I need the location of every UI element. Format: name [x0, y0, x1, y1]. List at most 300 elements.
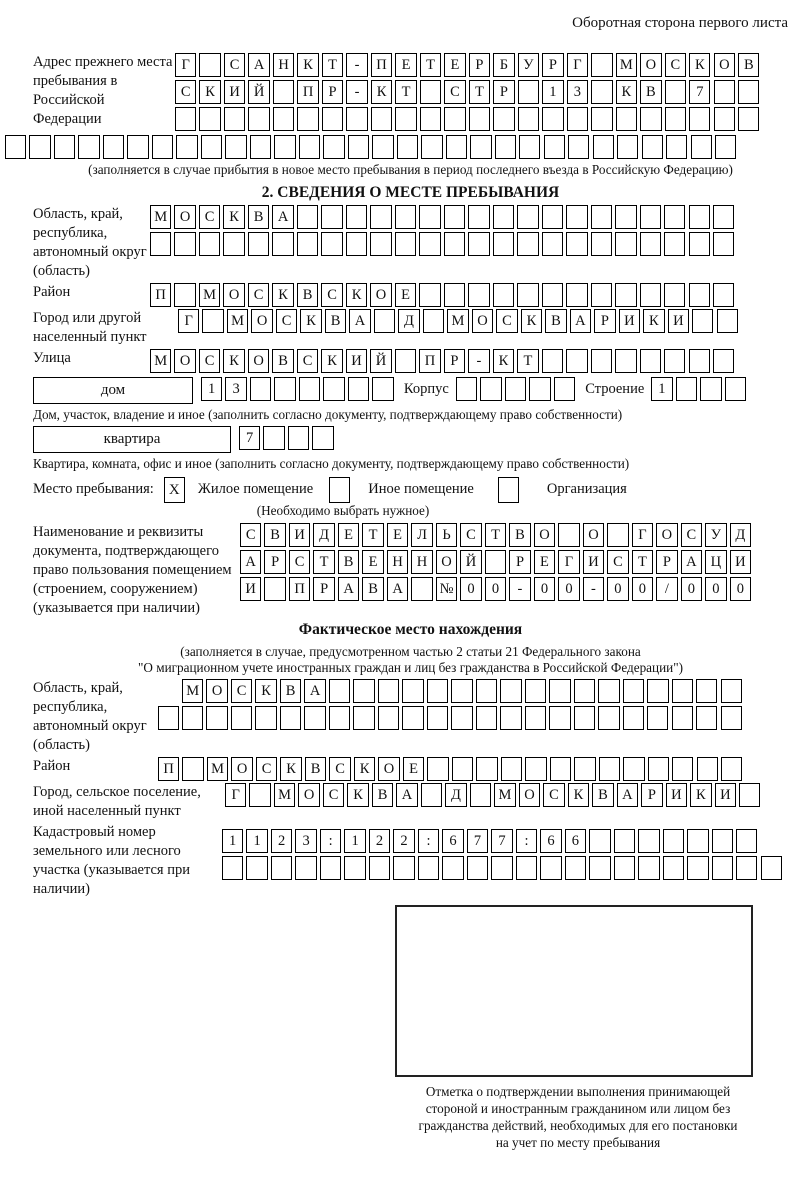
grid-cell[interactable]: 0: [705, 577, 726, 601]
grid-cell[interactable]: [395, 205, 416, 229]
grid-cell[interactable]: О: [714, 53, 735, 77]
grid-cell[interactable]: Р: [264, 550, 285, 574]
grid-cell[interactable]: Р: [509, 550, 530, 574]
grid-cell[interactable]: [371, 107, 392, 131]
grid-cell[interactable]: П: [371, 53, 392, 77]
grid-cell[interactable]: Н: [273, 53, 294, 77]
grid-cell[interactable]: [554, 377, 575, 401]
grid-cell[interactable]: [5, 135, 26, 159]
grid-cell[interactable]: О: [206, 679, 227, 703]
grid-cell[interactable]: К: [689, 53, 710, 77]
grid-cell[interactable]: [640, 283, 661, 307]
grid-cell[interactable]: -: [583, 577, 604, 601]
grid-cell[interactable]: 7: [467, 829, 488, 853]
grid-cell[interactable]: [419, 232, 440, 256]
grid-cell[interactable]: 1: [651, 377, 672, 401]
grid-cell[interactable]: [599, 757, 620, 781]
grid-cell[interactable]: С: [607, 550, 628, 574]
grid-cell[interactable]: [321, 232, 342, 256]
grid-cell[interactable]: [696, 706, 717, 730]
grid-cell[interactable]: А: [570, 309, 591, 333]
grid-cell[interactable]: Т: [485, 523, 506, 547]
grid-cell[interactable]: И: [619, 309, 640, 333]
grid-cell[interactable]: Т: [469, 80, 490, 104]
grid-cell[interactable]: С: [460, 523, 481, 547]
grid-cell[interactable]: [480, 377, 501, 401]
grid-cell[interactable]: Г: [632, 523, 653, 547]
grid-cell[interactable]: [353, 679, 374, 703]
grid-cell[interactable]: В: [338, 550, 359, 574]
grid-cell[interactable]: [442, 856, 463, 880]
grid-cell[interactable]: [542, 107, 563, 131]
grid-cell[interactable]: С: [256, 757, 277, 781]
grid-cell[interactable]: К: [297, 53, 318, 77]
grid-cell[interactable]: [378, 706, 399, 730]
grid-cell[interactable]: Р: [493, 80, 514, 104]
grid-cell[interactable]: К: [223, 205, 244, 229]
grid-cell[interactable]: [714, 107, 735, 131]
grid-cell[interactable]: [516, 856, 537, 880]
grid-cell[interactable]: [264, 577, 285, 601]
grid-cell[interactable]: [663, 829, 684, 853]
grid-cell[interactable]: О: [656, 523, 677, 547]
grid-cell[interactable]: В: [305, 757, 326, 781]
grid-cell[interactable]: [273, 80, 294, 104]
grid-cell[interactable]: [697, 757, 718, 781]
grid-cell[interactable]: [640, 349, 661, 373]
grid-cell[interactable]: [369, 856, 390, 880]
grid-cell[interactable]: И: [668, 309, 689, 333]
grid-cell[interactable]: [249, 783, 270, 807]
grid-cell[interactable]: [664, 349, 685, 373]
grid-cell[interactable]: Р: [594, 309, 615, 333]
grid-cell[interactable]: [558, 523, 579, 547]
grid-cell[interactable]: [591, 232, 612, 256]
grid-cell[interactable]: [451, 706, 472, 730]
grid-cell[interactable]: [493, 107, 514, 131]
grid-cell[interactable]: Й: [460, 550, 481, 574]
grid-cell[interactable]: [199, 232, 220, 256]
grid-cell[interactable]: М: [150, 205, 171, 229]
grid-cell[interactable]: [402, 679, 423, 703]
grid-cell[interactable]: О: [378, 757, 399, 781]
grid-cell[interactable]: А: [338, 577, 359, 601]
grid-cell[interactable]: Е: [395, 283, 416, 307]
grid-cell[interactable]: К: [280, 757, 301, 781]
grid-cell[interactable]: [288, 426, 309, 450]
grid-cell[interactable]: О: [519, 783, 540, 807]
grid-cell[interactable]: О: [370, 283, 391, 307]
grid-cell[interactable]: [225, 135, 246, 159]
grid-cell[interactable]: 6: [442, 829, 463, 853]
grid-cell[interactable]: Т: [420, 53, 441, 77]
grid-cell[interactable]: [199, 53, 220, 77]
grid-cell[interactable]: Ц: [705, 550, 726, 574]
grid-cell[interactable]: [103, 135, 124, 159]
grid-cell[interactable]: С: [199, 205, 220, 229]
grid-cell[interactable]: С: [444, 80, 465, 104]
grid-cell[interactable]: Р: [313, 577, 334, 601]
grid-cell[interactable]: [174, 283, 195, 307]
grid-cell[interactable]: [640, 232, 661, 256]
grid-cell[interactable]: [640, 107, 661, 131]
grid-cell[interactable]: [273, 107, 294, 131]
grid-cell[interactable]: [312, 426, 333, 450]
grid-cell[interactable]: [295, 856, 316, 880]
grid-cell[interactable]: И: [583, 550, 604, 574]
grid-cell[interactable]: С: [665, 53, 686, 77]
grid-cell[interactable]: -: [346, 80, 367, 104]
grid-cell[interactable]: У: [705, 523, 726, 547]
grid-cell[interactable]: С: [543, 783, 564, 807]
grid-cell[interactable]: [566, 205, 587, 229]
grid-cell[interactable]: К: [321, 349, 342, 373]
grid-cell[interactable]: А: [240, 550, 261, 574]
grid-cell[interactable]: [689, 283, 710, 307]
grid-cell[interactable]: [493, 205, 514, 229]
grid-cell[interactable]: [615, 349, 636, 373]
grid-cell[interactable]: [175, 107, 196, 131]
grid-cell[interactable]: Е: [444, 53, 465, 77]
grid-cell[interactable]: 0: [485, 577, 506, 601]
grid-cell[interactable]: Р: [656, 550, 677, 574]
grid-cell[interactable]: [470, 783, 491, 807]
grid-cell[interactable]: О: [534, 523, 555, 547]
grid-cell[interactable]: Д: [445, 783, 466, 807]
grid-cell[interactable]: [397, 135, 418, 159]
grid-cell[interactable]: [736, 856, 757, 880]
grid-cell[interactable]: К: [643, 309, 664, 333]
grid-cell[interactable]: [320, 856, 341, 880]
grid-cell[interactable]: :: [320, 829, 341, 853]
grid-cell[interactable]: П: [158, 757, 179, 781]
grid-cell[interactable]: [452, 757, 473, 781]
grid-cell[interactable]: М: [227, 309, 248, 333]
grid-cell[interactable]: [616, 107, 637, 131]
grid-cell[interactable]: [687, 829, 708, 853]
grid-cell[interactable]: [248, 107, 269, 131]
grid-cell[interactable]: В: [272, 349, 293, 373]
grid-cell[interactable]: [664, 232, 685, 256]
grid-cell[interactable]: И: [666, 783, 687, 807]
grid-cell[interactable]: [542, 349, 563, 373]
grid-cell[interactable]: М: [447, 309, 468, 333]
grid-cell[interactable]: [323, 135, 344, 159]
grid-cell[interactable]: 0: [460, 577, 481, 601]
grid-cell[interactable]: К: [346, 283, 367, 307]
grid-cell[interactable]: 3: [295, 829, 316, 853]
grid-cell[interactable]: У: [518, 53, 539, 77]
grid-cell[interactable]: [617, 135, 638, 159]
grid-cell[interactable]: [263, 426, 284, 450]
grid-cell[interactable]: [370, 205, 391, 229]
grid-cell[interactable]: [692, 309, 713, 333]
grid-cell[interactable]: [713, 283, 734, 307]
grid-cell[interactable]: С: [289, 550, 310, 574]
grid-cell[interactable]: [549, 679, 570, 703]
checkbox-organization[interactable]: [498, 477, 519, 503]
grid-cell[interactable]: 0: [632, 577, 653, 601]
grid-cell[interactable]: Н: [387, 550, 408, 574]
grid-cell[interactable]: Р: [322, 80, 343, 104]
grid-cell[interactable]: [525, 757, 546, 781]
checkbox-residential[interactable]: X: [164, 477, 185, 503]
grid-cell[interactable]: Г: [225, 783, 246, 807]
grid-cell[interactable]: А: [617, 783, 638, 807]
grid-cell[interactable]: Е: [534, 550, 555, 574]
grid-cell[interactable]: [419, 283, 440, 307]
grid-cell[interactable]: [542, 283, 563, 307]
grid-cell[interactable]: К: [690, 783, 711, 807]
grid-cell[interactable]: [574, 706, 595, 730]
grid-cell[interactable]: [623, 706, 644, 730]
grid-cell[interactable]: [540, 856, 561, 880]
grid-cell[interactable]: [566, 349, 587, 373]
grid-cell[interactable]: В: [248, 205, 269, 229]
grid-cell[interactable]: Т: [517, 349, 538, 373]
grid-cell[interactable]: [672, 757, 693, 781]
grid-cell[interactable]: [468, 205, 489, 229]
grid-cell[interactable]: 0: [681, 577, 702, 601]
grid-cell[interactable]: [623, 679, 644, 703]
grid-cell[interactable]: [346, 232, 367, 256]
grid-cell[interactable]: [715, 135, 736, 159]
grid-cell[interactable]: П: [150, 283, 171, 307]
apartment-box[interactable]: квартира: [33, 426, 231, 453]
grid-cell[interactable]: Г: [175, 53, 196, 77]
grid-cell[interactable]: В: [280, 679, 301, 703]
grid-cell[interactable]: 0: [534, 577, 555, 601]
grid-cell[interactable]: [672, 679, 693, 703]
grid-cell[interactable]: [607, 523, 628, 547]
grid-cell[interactable]: [593, 135, 614, 159]
grid-cell[interactable]: В: [372, 783, 393, 807]
grid-cell[interactable]: С: [231, 679, 252, 703]
grid-cell[interactable]: [713, 349, 734, 373]
grid-cell[interactable]: [182, 757, 203, 781]
grid-cell[interactable]: [182, 706, 203, 730]
grid-cell[interactable]: [544, 135, 565, 159]
grid-cell[interactable]: К: [255, 679, 276, 703]
grid-cell[interactable]: [250, 377, 271, 401]
grid-cell[interactable]: [348, 377, 369, 401]
grid-cell[interactable]: [615, 232, 636, 256]
grid-cell[interactable]: -: [468, 349, 489, 373]
grid-cell[interactable]: [738, 80, 759, 104]
grid-cell[interactable]: [647, 706, 668, 730]
grid-cell[interactable]: [353, 706, 374, 730]
grid-cell[interactable]: С: [240, 523, 261, 547]
grid-cell[interactable]: [691, 135, 712, 159]
grid-cell[interactable]: [519, 135, 540, 159]
grid-cell[interactable]: [725, 377, 746, 401]
grid-cell[interactable]: В: [264, 523, 285, 547]
grid-cell[interactable]: С: [248, 283, 269, 307]
grid-cell[interactable]: С: [323, 783, 344, 807]
grid-cell[interactable]: [421, 783, 442, 807]
grid-cell[interactable]: [423, 309, 444, 333]
grid-cell[interactable]: [54, 135, 75, 159]
grid-cell[interactable]: [451, 679, 472, 703]
grid-cell[interactable]: [663, 856, 684, 880]
grid-cell[interactable]: [550, 757, 571, 781]
grid-cell[interactable]: 1: [222, 829, 243, 853]
grid-cell[interactable]: [206, 706, 227, 730]
grid-cell[interactable]: [323, 377, 344, 401]
grid-cell[interactable]: Г: [558, 550, 579, 574]
grid-cell[interactable]: [485, 550, 506, 574]
grid-cell[interactable]: 6: [565, 829, 586, 853]
grid-cell[interactable]: [272, 232, 293, 256]
grid-cell[interactable]: [591, 205, 612, 229]
grid-cell[interactable]: [201, 135, 222, 159]
grid-cell[interactable]: Т: [322, 53, 343, 77]
grid-cell[interactable]: С: [199, 349, 220, 373]
grid-cell[interactable]: М: [616, 53, 637, 77]
grid-cell[interactable]: [721, 706, 742, 730]
grid-cell[interactable]: [525, 706, 546, 730]
grid-cell[interactable]: О: [174, 205, 195, 229]
grid-cell[interactable]: [676, 377, 697, 401]
grid-cell[interactable]: [150, 232, 171, 256]
grid-cell[interactable]: [468, 232, 489, 256]
grid-cell[interactable]: М: [494, 783, 515, 807]
grid-cell[interactable]: [297, 232, 318, 256]
grid-cell[interactable]: Й: [248, 80, 269, 104]
grid-cell[interactable]: [493, 232, 514, 256]
grid-cell[interactable]: Е: [338, 523, 359, 547]
grid-cell[interactable]: [665, 107, 686, 131]
grid-cell[interactable]: [615, 205, 636, 229]
grid-cell[interactable]: К: [272, 283, 293, 307]
grid-cell[interactable]: [411, 577, 432, 601]
grid-cell[interactable]: [736, 829, 757, 853]
grid-cell[interactable]: Р: [542, 53, 563, 77]
grid-cell[interactable]: Т: [313, 550, 334, 574]
grid-cell[interactable]: О: [248, 349, 269, 373]
grid-cell[interactable]: 7: [491, 829, 512, 853]
grid-cell[interactable]: 1: [542, 80, 563, 104]
grid-cell[interactable]: [614, 829, 635, 853]
grid-cell[interactable]: [549, 706, 570, 730]
grid-cell[interactable]: [224, 107, 245, 131]
grid-cell[interactable]: [395, 107, 416, 131]
grid-cell[interactable]: [174, 232, 195, 256]
grid-cell[interactable]: [395, 349, 416, 373]
grid-cell[interactable]: [418, 856, 439, 880]
grid-cell[interactable]: [222, 856, 243, 880]
grid-cell[interactable]: О: [223, 283, 244, 307]
grid-cell[interactable]: [713, 232, 734, 256]
grid-cell[interactable]: П: [297, 80, 318, 104]
grid-cell[interactable]: С: [321, 283, 342, 307]
grid-cell[interactable]: 6: [540, 829, 561, 853]
grid-cell[interactable]: А: [304, 679, 325, 703]
grid-cell[interactable]: [712, 856, 733, 880]
grid-cell[interactable]: 1: [344, 829, 365, 853]
grid-cell[interactable]: [700, 377, 721, 401]
grid-cell[interactable]: О: [583, 523, 604, 547]
grid-cell[interactable]: [231, 706, 252, 730]
grid-cell[interactable]: [467, 856, 488, 880]
grid-cell[interactable]: С: [175, 80, 196, 104]
grid-cell[interactable]: М: [150, 349, 171, 373]
grid-cell[interactable]: Й: [370, 349, 391, 373]
grid-cell[interactable]: О: [251, 309, 272, 333]
grid-cell[interactable]: В: [738, 53, 759, 77]
grid-cell[interactable]: [666, 135, 687, 159]
grid-cell[interactable]: [518, 107, 539, 131]
grid-cell[interactable]: Н: [411, 550, 432, 574]
grid-cell[interactable]: -: [509, 577, 530, 601]
grid-cell[interactable]: 2: [271, 829, 292, 853]
grid-cell[interactable]: М: [199, 283, 220, 307]
grid-cell[interactable]: [469, 107, 490, 131]
grid-cell[interactable]: [566, 283, 587, 307]
grid-cell[interactable]: [370, 232, 391, 256]
grid-cell[interactable]: И: [346, 349, 367, 373]
grid-cell[interactable]: О: [472, 309, 493, 333]
grid-cell[interactable]: Б: [493, 53, 514, 77]
grid-cell[interactable]: [476, 757, 497, 781]
grid-cell[interactable]: [329, 706, 350, 730]
grid-cell[interactable]: И: [240, 577, 261, 601]
grid-cell[interactable]: [419, 205, 440, 229]
grid-cell[interactable]: [591, 80, 612, 104]
grid-cell[interactable]: [402, 706, 423, 730]
grid-cell[interactable]: [297, 205, 318, 229]
grid-cell[interactable]: Р: [444, 349, 465, 373]
grid-cell[interactable]: К: [616, 80, 637, 104]
grid-cell[interactable]: О: [174, 349, 195, 373]
grid-cell[interactable]: [271, 856, 292, 880]
grid-cell[interactable]: [427, 706, 448, 730]
grid-cell[interactable]: Р: [641, 783, 662, 807]
grid-cell[interactable]: [348, 135, 369, 159]
grid-cell[interactable]: О: [298, 783, 319, 807]
grid-cell[interactable]: В: [509, 523, 530, 547]
grid-cell[interactable]: [542, 205, 563, 229]
grid-cell[interactable]: Е: [395, 53, 416, 77]
grid-cell[interactable]: Д: [313, 523, 334, 547]
grid-cell[interactable]: [202, 309, 223, 333]
grid-cell[interactable]: 7: [689, 80, 710, 104]
grid-cell[interactable]: [689, 107, 710, 131]
grid-cell[interactable]: А: [248, 53, 269, 77]
grid-cell[interactable]: -: [346, 53, 367, 77]
grid-cell[interactable]: [518, 80, 539, 104]
grid-cell[interactable]: [638, 856, 659, 880]
grid-cell[interactable]: [493, 283, 514, 307]
grid-cell[interactable]: М: [274, 783, 295, 807]
grid-cell[interactable]: [299, 377, 320, 401]
grid-cell[interactable]: [648, 757, 669, 781]
grid-cell[interactable]: [647, 679, 668, 703]
grid-cell[interactable]: К: [493, 349, 514, 373]
grid-cell[interactable]: 0: [730, 577, 751, 601]
grid-cell[interactable]: [248, 232, 269, 256]
grid-cell[interactable]: [299, 135, 320, 159]
grid-cell[interactable]: [517, 205, 538, 229]
grid-cell[interactable]: Т: [395, 80, 416, 104]
grid-cell[interactable]: [574, 679, 595, 703]
grid-cell[interactable]: [500, 706, 521, 730]
grid-cell[interactable]: М: [182, 679, 203, 703]
grid-cell[interactable]: [714, 80, 735, 104]
grid-cell[interactable]: [372, 377, 393, 401]
grid-cell[interactable]: [444, 107, 465, 131]
grid-cell[interactable]: [614, 856, 635, 880]
